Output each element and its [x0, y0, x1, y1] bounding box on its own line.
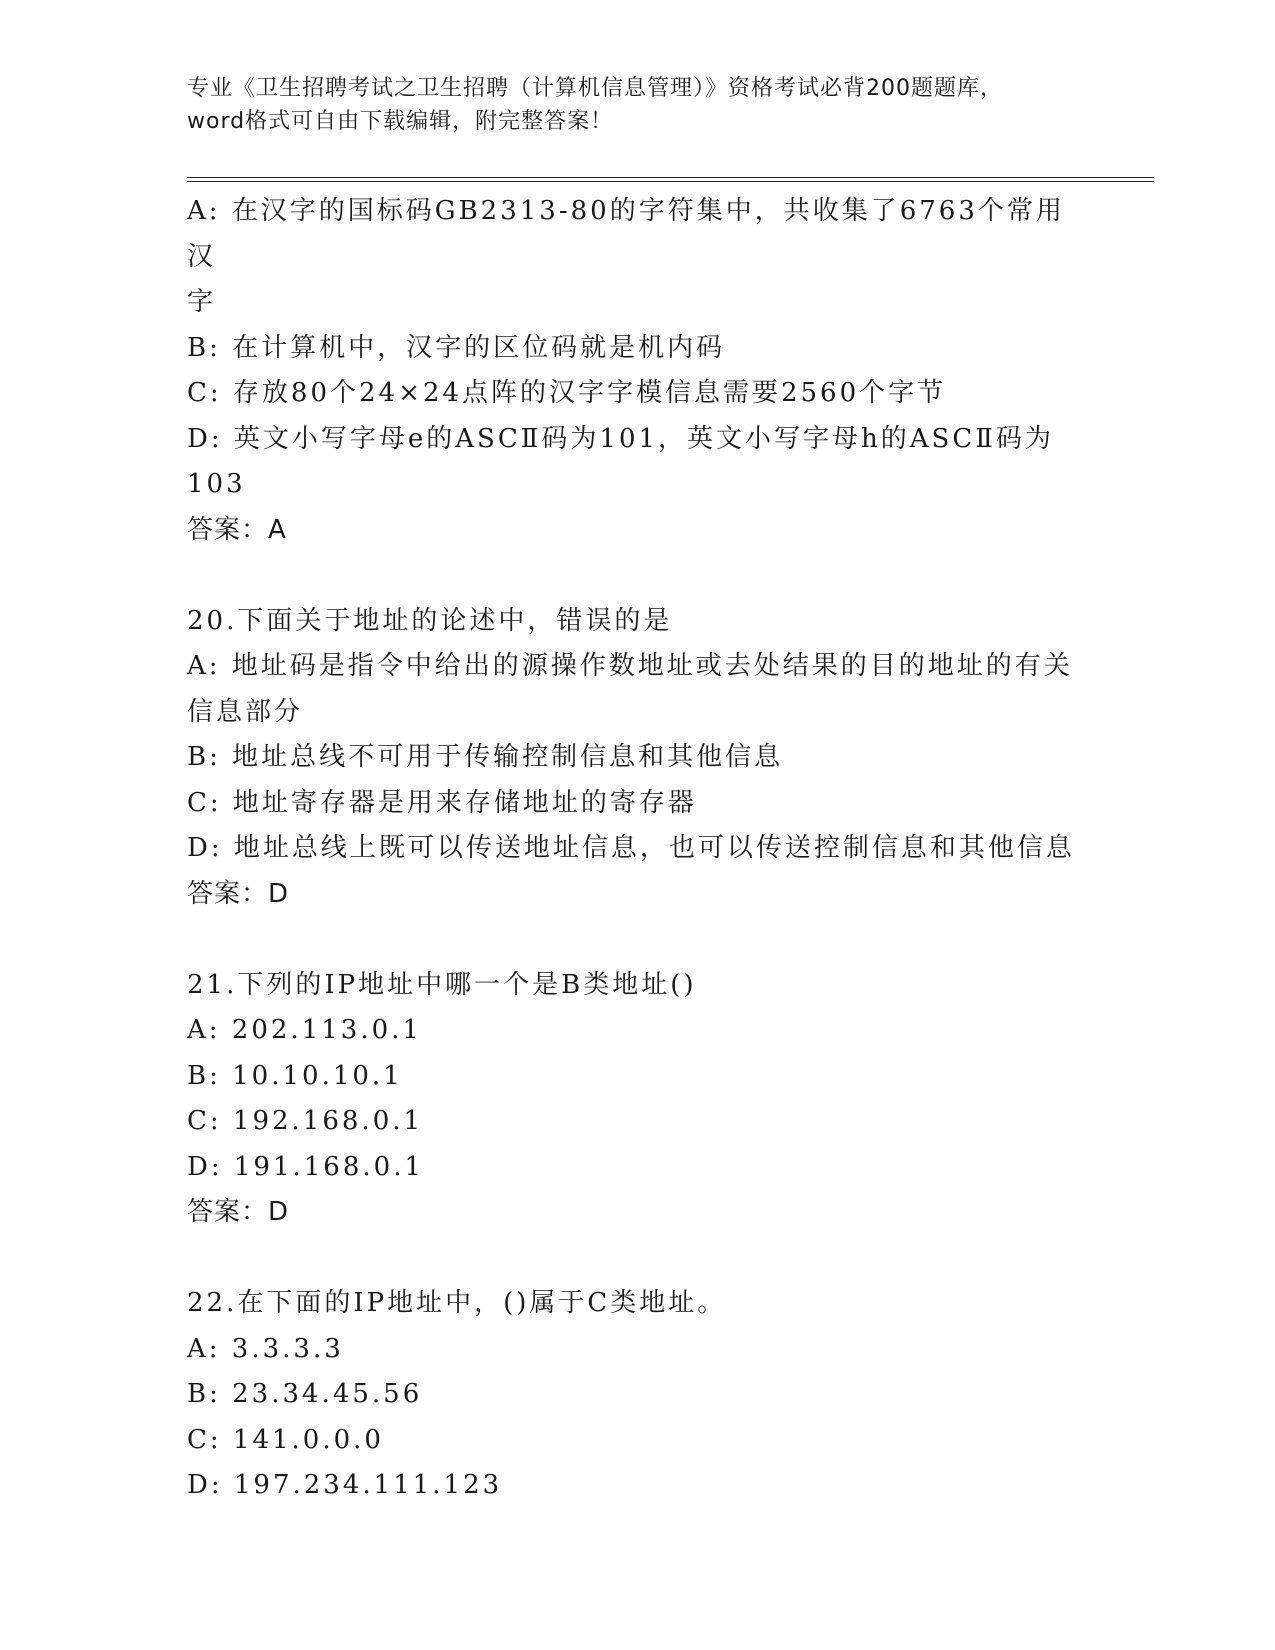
question-text: 21.下列的IP地址中哪一个是B类地址() [187, 969, 697, 1000]
option-a-line-1: A: 在汉字的国标码GB2313-80的字符集中，共收集了6763个常用汉 [187, 196, 1065, 272]
header-divider-bottom [187, 181, 1154, 182]
option-b: B: 在计算机中，汉字的区位码就是机内码 [187, 332, 726, 363]
option-d: D: 197.234.111.123 [187, 1470, 503, 1500]
document-header [187, 72, 1087, 138]
option-d: D: 191.168.0.1 [187, 1151, 424, 1182]
option-c: C: 141.0.0.0 [187, 1424, 384, 1455]
header-title-line-1: 专业《卫生招聘考试之卫生招聘（计算机信息管理）》资格考试必背200题题库， [187, 76, 1003, 101]
option-b: B: 地址总线不可用于传输控制信息和其他信息 [187, 742, 784, 772]
option-c: C: 存放80个24×24点阵的汉字字模信息需要2560个字节 [187, 378, 947, 408]
option-a-line-2: 字 [187, 287, 217, 317]
option-d-line-2: 103 [187, 469, 246, 499]
spacer [187, 1236, 1087, 1282]
question-21 [187, 963, 1087, 1236]
spacer [187, 917, 1087, 963]
header-title-line-2: word格式可自由下载编辑，附完整答案！ [187, 109, 614, 134]
header-divider-top [187, 177, 1154, 178]
option-a: A: 202.113.0.1 [187, 1015, 422, 1045]
option-b: B: 10.10.10.1 [187, 1060, 403, 1091]
question-text: 22.在下面的IP地址中，()属于C类地址。 [187, 1288, 727, 1318]
option-a-line-2: 信息部分 [187, 696, 304, 727]
question-19 [187, 189, 1087, 553]
option-d-line-1: D: 英文小写字母e的ASCⅡ码为101，英文小写字母h的ASCⅡ码为 [187, 423, 1054, 454]
answer: 答案：A [187, 514, 287, 545]
option-c: C: 地址寄存器是用来存储地址的寄存器 [187, 787, 697, 818]
option-a-line-1: A: 地址码是指令中给出的源操作数地址或去处结果的目的地址的有关 [187, 651, 1073, 681]
option-b: B: 23.34.45.56 [187, 1379, 423, 1409]
question-text: 20.下面关于地址的论述中，错误的是 [187, 605, 673, 636]
question-20 [187, 599, 1087, 918]
question-list [187, 189, 1087, 1509]
option-d: D: 地址总线上既可以传送地址信息，也可以传送控制信息和其他信息 [187, 833, 1075, 863]
option-a: A: 3.3.3.3 [187, 1333, 344, 1364]
question-22 [187, 1281, 1087, 1509]
answer: 答案：D [187, 878, 290, 909]
answer: 答案：D [187, 1197, 290, 1227]
option-c: C: 192.168.0.1 [187, 1106, 424, 1136]
spacer [187, 553, 1087, 599]
